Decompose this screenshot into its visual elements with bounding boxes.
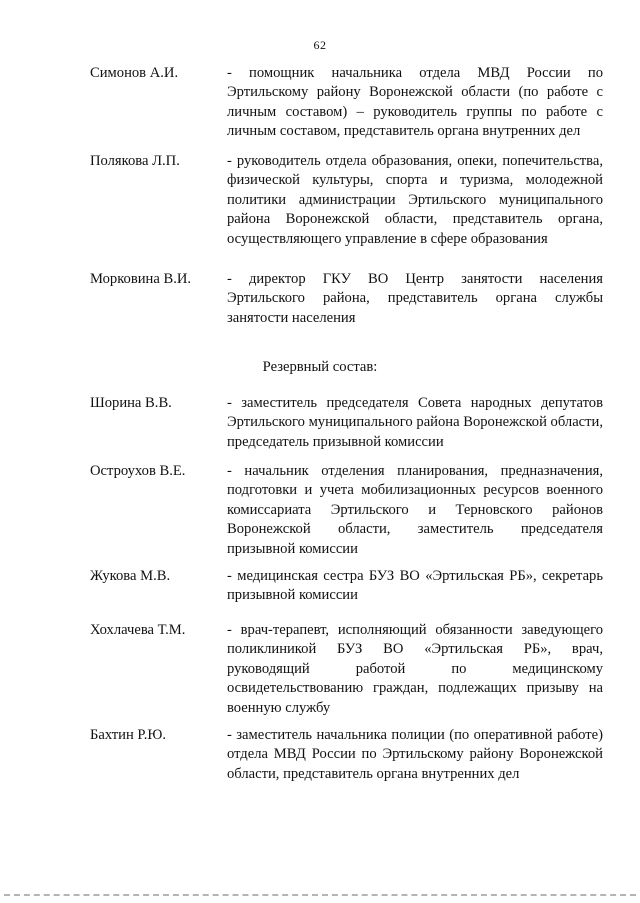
member-name: Хохлачева Т.М. — [90, 622, 186, 638]
member-role: - врач-терапевт, исполняющий обязанности заведующего поликлиникой БУЗ ВО «Эртильская РБ», врач, руководящий работой по медицинскому освидетельствованию граждан, подлежащих призыву на военную службу — [227, 622, 603, 716]
member-role: - начальник отделения планирования, предназначения, подготовки и учета мобилизационных ресурсов военного комиссариата Эртильского и Терновского районов Воронежской области, заместитель председателя призывной комиссии — [227, 463, 603, 557]
reserve-heading: Резервный состав: — [262, 359, 378, 375]
member-name: Остроухов В.Е. — [90, 463, 186, 479]
member-name: Симонов А.И. — [90, 65, 179, 81]
member-name: Шорина В.В. — [90, 395, 172, 411]
member-name: Морковина В.И. — [90, 271, 192, 287]
member-name: Жукова М.В. — [90, 568, 171, 584]
member-name: Бахтин Р.Ю. — [90, 727, 167, 743]
member-role: - помощник начальника отдела МВД России по Эртильскому району Воронежской области (по работе с личным составом) – руководитель группы по работе с личным составом, представитель органа внутренних дел — [227, 65, 603, 140]
scan-edge-line — [4, 894, 636, 896]
member-role: - директор ГКУ ВО Центр занятости населения Эртильского района, представитель органа службы занятости населения — [227, 271, 603, 326]
member-role: - заместитель председателя Совета народных депутатов Эртильского муниципального района Воронежской области, председатель призывной комиссии — [227, 395, 603, 450]
member-role: - заместитель начальника полиции (по оперативной работе) отдела МВД России по Эртильскому району Воронежской области, представитель органа внутренних дел — [227, 727, 603, 782]
member-role: - руководитель отдела образования, опеки, попечительства, физической культуры, спорта и туризма, молодежной политики администрации Эртильского муниципального района Воронежской области, представитель органа, осуществляющего управление в сфере образования — [227, 153, 603, 247]
page-number: 62 — [313, 38, 327, 52]
member-name: Полякова Л.П. — [90, 153, 180, 169]
member-role: - медицинская сестра БУЗ ВО «Эртильская РБ», секретарь призывной комиссии — [227, 568, 603, 604]
